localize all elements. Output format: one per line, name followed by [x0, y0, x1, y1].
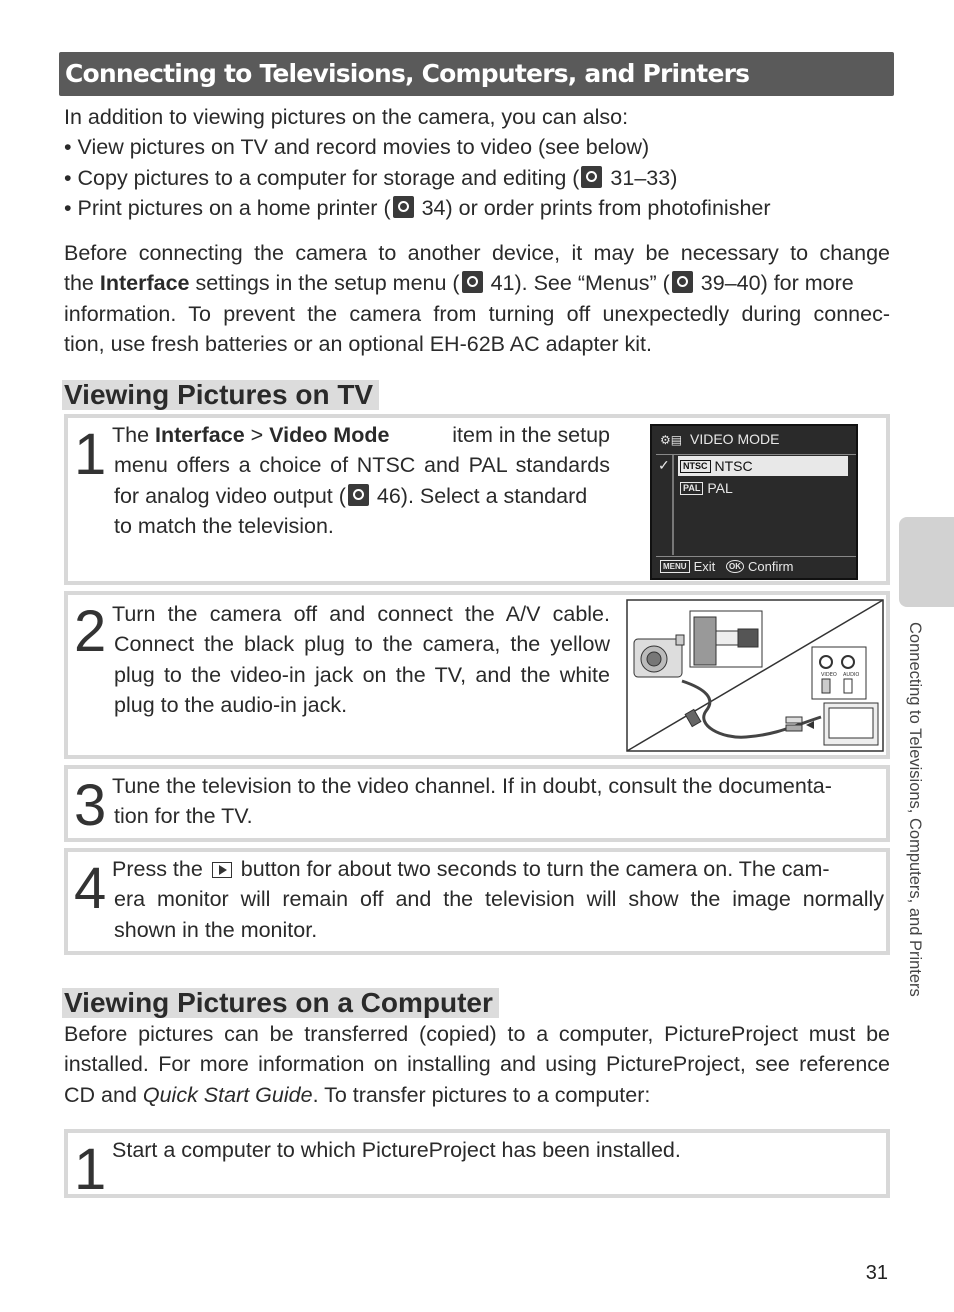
setup-menu-icon: ⚙▤: [660, 433, 683, 447]
tv-input-jacks: [812, 647, 866, 699]
step-number: 2: [74, 599, 107, 664]
menu-exit-hint: MENU Exit: [660, 559, 715, 574]
step-1-computer: 1 Start a computer to which PictureProject has been installed.: [64, 1129, 890, 1198]
av-cable-connection-illustration: [626, 599, 884, 752]
intro-lead: In addition to viewing pictures on the camera, you can also:: [64, 105, 629, 129]
step-number: 3: [74, 773, 107, 838]
step-number: 1: [74, 1137, 107, 1202]
video-jack-label: VIDEO: [821, 672, 837, 678]
bullet-item: • Print pictures on a home printer ( 34) or order prints from photofinisher: [64, 196, 771, 221]
chapter-side-label: Connecting to Televisions, Computers, and Printers: [906, 622, 924, 997]
checkmark-icon: ✓: [658, 457, 670, 473]
playback-button-icon: [212, 862, 232, 878]
reference-book-icon: [581, 166, 602, 188]
bullet-item: • View pictures on TV and record movies to video (see below): [64, 135, 650, 160]
reference-book-icon: [348, 484, 369, 506]
connection-note: Before connecting the camera to another device, it may be necessary to change the Interface settings in the setup menu ( 41). See “Menus” ( 39–40) for more information. To prevent the camera from turning off unexpectedly during connec- tion, use fresh batteries or an optional EH-62B AC adapter kit.: [64, 241, 890, 357]
menu-option-ntsc[interactable]: NTSC NTSC: [678, 456, 848, 476]
camera-icon: [634, 635, 684, 677]
section-heading-tv: Viewing Pictures on TV: [62, 380, 379, 410]
reference-book-icon: [393, 196, 414, 218]
audio-jack-label: AUDIO: [843, 672, 860, 678]
step-1-tv: 1 The Interface > Video Mode item in the setup menu offers a choice of NTSC and PAL standards for analog video output ( 46). Select a standard to match the television. ⚙▤ VIDEO MODE ✓ NTSC NTSC PAL PAL MENU Exit OK Confirm: [64, 414, 890, 585]
step-4-tv: 4 Press the button for about two seconds to turn the camera on. The cam- era monitor will remain off and the television will show the image normally shown in the monitor.: [64, 848, 890, 955]
chapter-banner: [59, 52, 894, 96]
chapter-title: Connecting to Televisions, Computers, and Printers: [65, 59, 750, 88]
computer-intro: Before pictures can be transferred (copied) to a computer, PictureProject must be installed. For more information on installing and using PictureProject, see reference CD and Quick Start Guide. To transfer pictures to a computer:: [64, 1022, 890, 1107]
menu-confirm-hint: OK Confirm: [726, 559, 794, 574]
menu-option-pal[interactable]: PAL PAL: [678, 478, 733, 498]
reference-book-icon: [672, 271, 693, 293]
menu-title: VIDEO MODE: [690, 431, 780, 447]
step-number: 1: [74, 422, 107, 487]
chapter-side-tab: [899, 517, 954, 607]
step-3-tv: 3 Tune the television to the video channel. If in doubt, consult the documenta- tion for the TV.: [64, 765, 890, 842]
television-icon: [824, 703, 878, 745]
intro-block: [64, 102, 894, 224]
section-heading-computer: Viewing Pictures on a Computer: [62, 988, 499, 1018]
bullet-item: • Copy pictures to a computer for storage and editing ( 31–33): [64, 165, 678, 190]
step-2-tv: 2 Turn the camera off and connect the A/V cable. Connect the black plug to the camera, the yellow plug to the video-in jack on the TV, and the white plug to the audio-in jack. VIDEO AUDIO: [64, 591, 890, 759]
page-number: 31: [865, 1262, 888, 1284]
step-number: 4: [74, 856, 107, 921]
video-mode-menu-screen: [650, 424, 858, 580]
reference-book-icon: [462, 271, 483, 293]
